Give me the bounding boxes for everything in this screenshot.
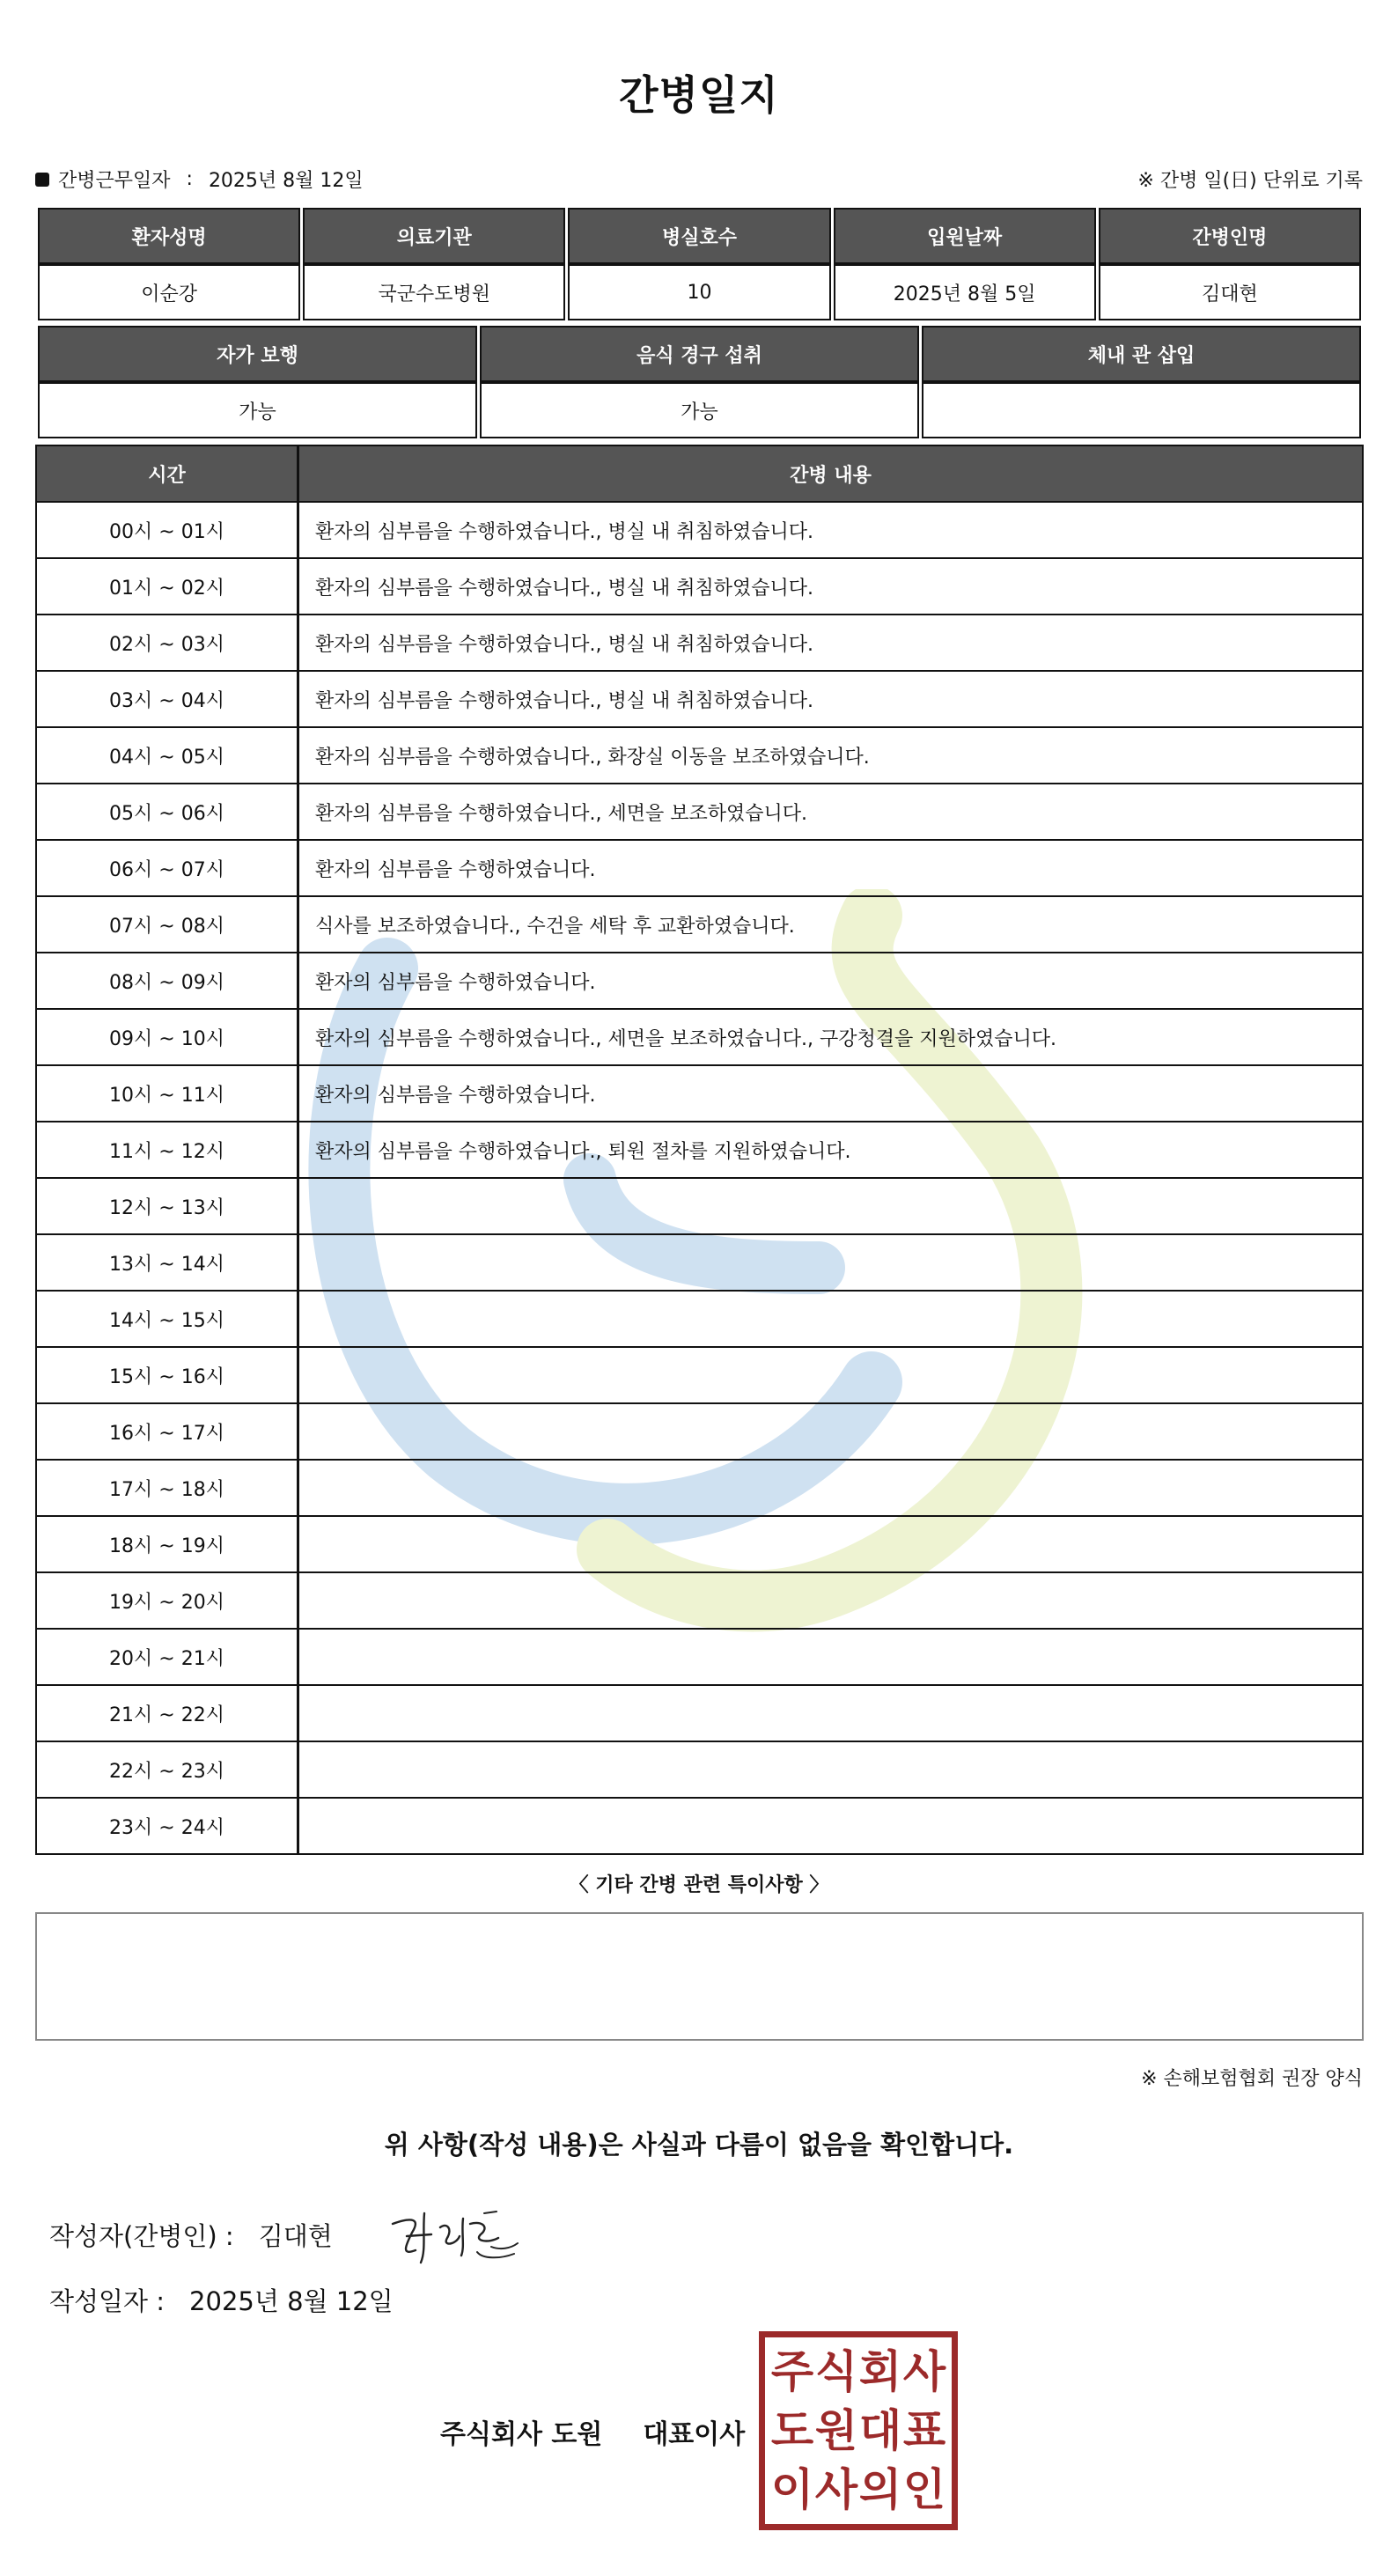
seal-glyph: 사 (902, 2346, 946, 2398)
log-row (37, 1797, 1362, 1853)
log-row (37, 1177, 1362, 1233)
info-header-caregiver: 간병인명 (1099, 208, 1361, 264)
log-row-content (299, 1235, 1362, 1290)
info-value-caregiver: 김대현 (1099, 264, 1361, 320)
log-header-time: 시간 (37, 446, 299, 501)
log-row (37, 1290, 1362, 1346)
cap-value-oral-intake: 가능 (480, 382, 919, 438)
seal-glyph: 주 (770, 2346, 814, 2398)
log-row-time: 21시 ~ 22시 (37, 1686, 299, 1741)
seal-glyph: 회 (858, 2346, 902, 2398)
company-rep-title: 대표이사 (643, 2419, 746, 2450)
log-row-content: 환자의 심부름을 수행하였습니다., 병실 내 취침하였습니다. (315, 689, 813, 712)
log-row-content: 환자의 심부름을 수행하였습니다., 병실 내 취침하였습니다. (315, 577, 813, 600)
seal-glyph: 원 (814, 2404, 858, 2456)
company-name: 주식회사 도원 (440, 2419, 603, 2450)
log-row-time: 09시 ~ 10시 (37, 1010, 299, 1064)
patient-info-table (35, 208, 1364, 320)
log-row-content: 환자의 심부름을 수행하였습니다., 병실 내 취침하였습니다. (315, 633, 813, 656)
etc-notes-box (35, 1912, 1364, 2041)
log-row-time: 23시 ~ 24시 (37, 1799, 299, 1853)
log-row-content: 환자의 심부름을 수행하였습니다., 퇴원 절차를 지원하였습니다. (315, 1140, 851, 1163)
log-row (37, 895, 1362, 952)
log-row-time: 18시 ~ 19시 (37, 1517, 299, 1571)
log-header-row (37, 446, 1362, 501)
handwritten-signature (386, 2197, 526, 2268)
log-row (37, 726, 1362, 783)
work-date-line (35, 166, 364, 193)
log-row-content (299, 1573, 1362, 1628)
log-row-content (299, 1517, 1362, 1571)
log-row-content: 환자의 심부름을 수행하였습니다., 세면을 보조하였습니다. (315, 802, 808, 825)
info-header-room: 병실호수 (568, 208, 830, 264)
log-row (37, 1741, 1362, 1797)
log-row (37, 557, 1362, 614)
info-header-admission-date: 입원날짜 (834, 208, 1096, 264)
log-row-time: 13시 ~ 14시 (37, 1235, 299, 1290)
care-log-table (35, 445, 1364, 1855)
log-header-content: 간병 내용 (299, 446, 1362, 501)
log-row-time: 05시 ~ 06시 (37, 784, 299, 839)
seal-glyph: 도 (770, 2404, 814, 2456)
log-row (37, 614, 1362, 670)
log-row-time: 17시 ~ 18시 (37, 1461, 299, 1515)
log-row-content (299, 1630, 1362, 1684)
writer-name: 김대현 (258, 2221, 333, 2251)
log-row-time: 20시 ~ 21시 (37, 1630, 299, 1684)
page-title: 간병일지 (619, 71, 779, 119)
log-row-time: 06시 ~ 07시 (37, 841, 299, 895)
unit-note: ※ 간병 일(日) 단위로 기록 (1137, 170, 1363, 192)
log-row-content: 환자의 심부름을 수행하였습니다. (315, 971, 596, 994)
log-row-content (299, 1179, 1362, 1233)
written-date-label: 작성일자 : (49, 2286, 166, 2316)
info-header-patient-name: 환자성명 (38, 208, 300, 264)
log-row-time: 22시 ~ 23시 (37, 1742, 299, 1797)
info-value-patient-name: 이순강 (38, 264, 300, 320)
log-row-content: 환자의 심부름을 수행하였습니다., 화장실 이동을 보조하였습니다. (315, 746, 870, 769)
written-date-line (49, 2282, 394, 2318)
log-row (37, 1064, 1362, 1121)
log-row-content (299, 1686, 1362, 1741)
log-row-content: 환자의 심부름을 수행하였습니다., 세면을 보조하였습니다., 구강청결을 지원하였습니다. (315, 1027, 1056, 1050)
log-row-time: 15시 ~ 16시 (37, 1348, 299, 1402)
log-row-content (299, 1461, 1362, 1515)
log-row-content: 식사를 보조하였습니다., 수건을 세탁 후 교환하였습니다. (315, 915, 795, 938)
seal-glyph: 이 (770, 2463, 814, 2515)
log-row-content: 환자의 심부름을 수행하였습니다., 병실 내 취침하였습니다. (315, 520, 813, 543)
log-row (37, 1121, 1362, 1177)
log-row-time: 07시 ~ 08시 (37, 897, 299, 952)
log-row-time: 01시 ~ 02시 (37, 559, 299, 614)
etc-section-title: 〈 기타 간병 관련 특이사항 〉 (569, 1874, 829, 1896)
company-seal-stamp (759, 2331, 958, 2530)
info-value-admission-date: 2025년 8월 5일 (834, 264, 1096, 320)
log-row-time: 03시 ~ 04시 (37, 672, 299, 726)
log-row (37, 1571, 1362, 1628)
capability-table (35, 326, 1364, 438)
log-row-time: 00시 ~ 01시 (37, 503, 299, 557)
cap-value-tube (922, 382, 1361, 438)
work-date-colon: : (186, 168, 193, 190)
log-row-content (299, 1292, 1362, 1346)
log-row-content (299, 1742, 1362, 1797)
info-value-room: 10 (568, 264, 830, 320)
log-row-time: 16시 ~ 17시 (37, 1404, 299, 1459)
log-row-time: 14시 ~ 15시 (37, 1292, 299, 1346)
seal-glyph: 식 (814, 2346, 858, 2398)
confirm-statement: 위 사항(작성 내용)은 사실과 다름이 없음을 확인합니다. (384, 2130, 1014, 2160)
log-row-time: 19시 ~ 20시 (37, 1573, 299, 1628)
log-row-content: 환자의 심부름을 수행하였습니다. (315, 1084, 596, 1107)
cap-value-walking: 가능 (38, 382, 477, 438)
cap-header-walking: 자가 보행 (38, 326, 477, 382)
log-row-time: 04시 ~ 05시 (37, 728, 299, 783)
seal-glyph: 인 (902, 2463, 946, 2515)
log-row (37, 952, 1362, 1008)
log-row-time: 12시 ~ 13시 (37, 1179, 299, 1233)
log-row (37, 1402, 1362, 1459)
log-row (37, 1628, 1362, 1684)
log-row (37, 1346, 1362, 1402)
log-row (37, 839, 1362, 895)
company-line (440, 2412, 745, 2451)
log-row-content (299, 1404, 1362, 1459)
log-row-time: 02시 ~ 03시 (37, 615, 299, 670)
cap-header-tube: 체내 관 삽입 (922, 326, 1361, 382)
cap-header-oral-intake: 음식 경구 섭취 (480, 326, 919, 382)
log-row (37, 501, 1362, 557)
log-row (37, 1515, 1362, 1571)
seal-glyph: 대 (858, 2404, 902, 2456)
writer-line (49, 2217, 333, 2253)
log-row (37, 1684, 1362, 1741)
log-row-content (299, 1799, 1362, 1853)
work-date-label: 간병근무일자 (58, 170, 171, 192)
info-header-hospital: 의료기관 (303, 208, 565, 264)
writer-label: 작성자(간병인) : (49, 2221, 234, 2251)
association-note: ※ 손해보험협회 권장 양식 (1141, 2068, 1363, 2090)
log-row (37, 1233, 1362, 1290)
log-row (37, 783, 1362, 839)
seal-glyph: 표 (902, 2404, 946, 2456)
written-date-value: 2025년 8월 12일 (189, 2286, 394, 2316)
info-value-hospital: 국군수도병원 (303, 264, 565, 320)
log-row (37, 1459, 1362, 1515)
log-row (37, 1008, 1362, 1064)
log-row-time: 08시 ~ 09시 (37, 953, 299, 1008)
log-row-time: 10시 ~ 11시 (37, 1066, 299, 1121)
seal-glyph: 의 (858, 2463, 902, 2515)
log-row (37, 670, 1362, 726)
log-row-content (299, 1348, 1362, 1402)
bullet-square-icon (35, 173, 49, 187)
log-row-time: 11시 ~ 12시 (37, 1122, 299, 1177)
seal-glyph: 사 (814, 2463, 858, 2515)
work-date-value: 2025년 8월 12일 (208, 170, 364, 192)
log-row-content: 환자의 심부름을 수행하였습니다. (315, 858, 596, 881)
